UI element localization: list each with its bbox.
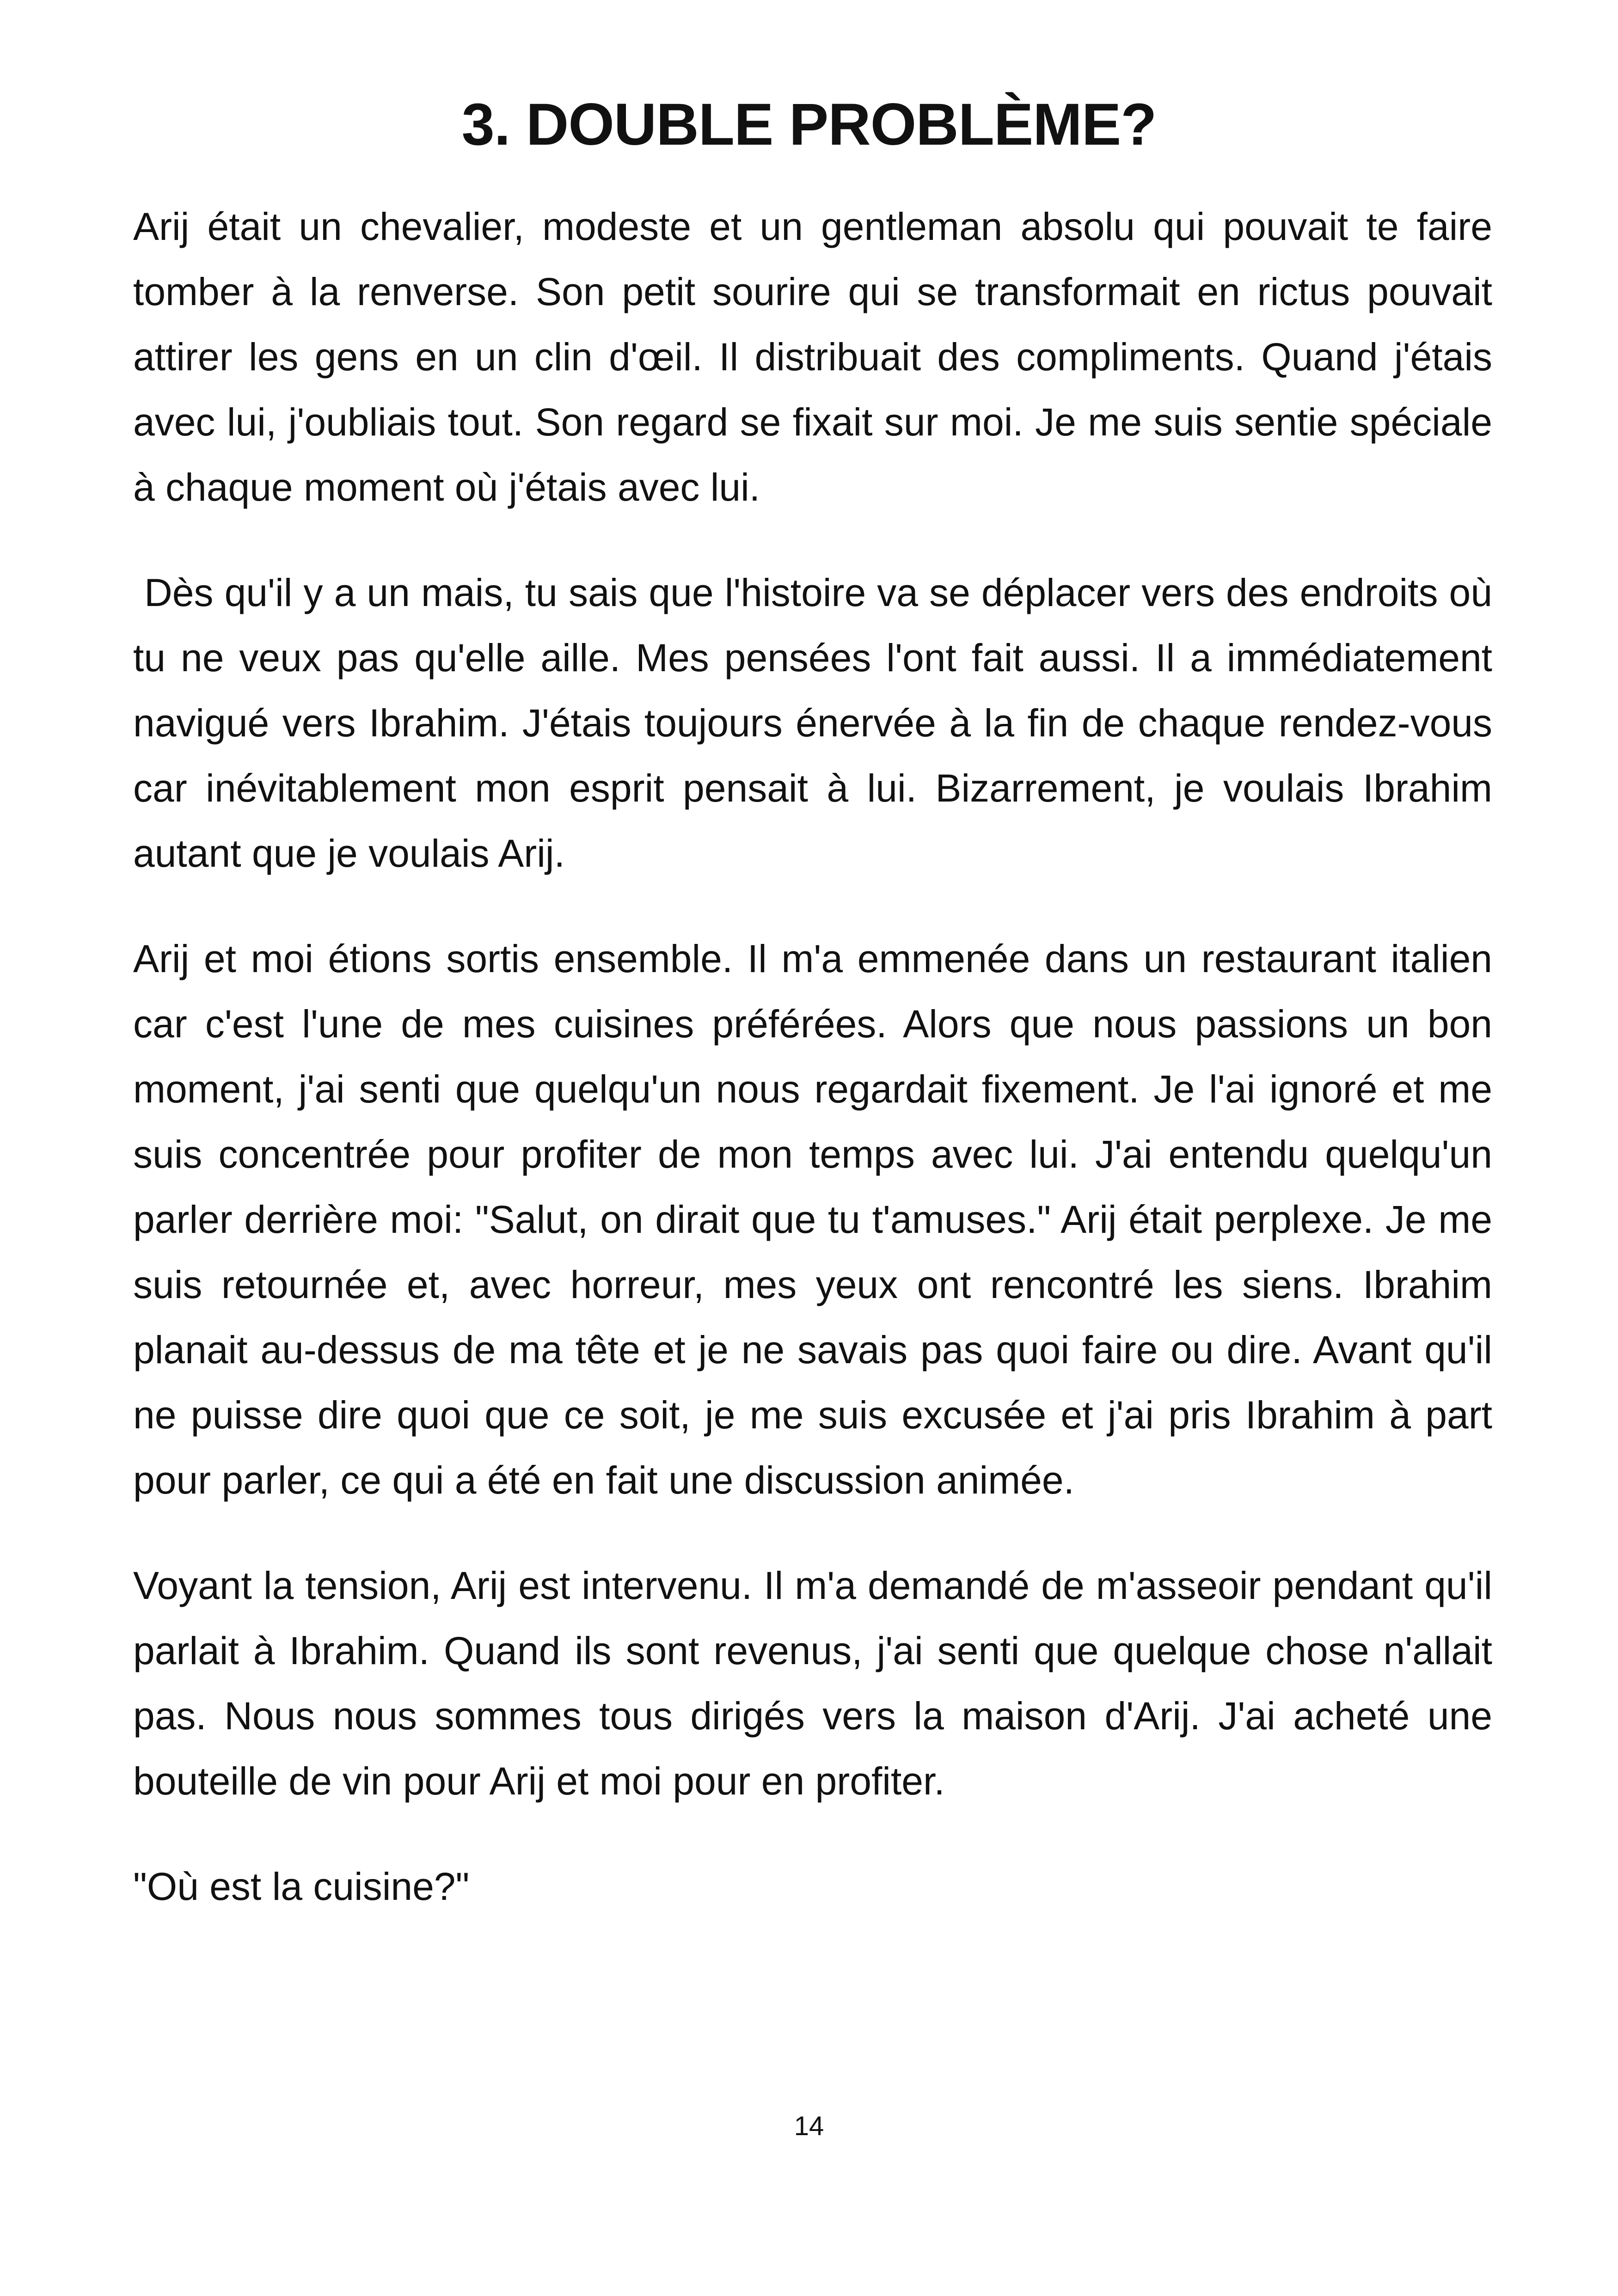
paragraph-4: Voyant la tension, Arij est intervenu. Il m'a demandé de m'asseoir pendant qu'il parlait à Ibrahim. Quand ils sont revenus, j'ai senti que quelque chose n'allait pas. Nous nous sommes tous dirigés vers la maison d'Arij. J'ai acheté une bouteille de vin pour Arij et moi pour en profiter. xyxy=(133,1564,1492,1803)
paragraph-3: Arij et moi étions sortis ensemble. Il m'a emmenée dans un restaurant italien car c'est l'une de mes cuisines préférées. Alors que nous passions un bon moment, j'ai senti que quelqu'un nous regardait fixement. Je l'ai ignoré et me suis concentrée pour profiter de mon temps avec lui. J'ai entendu quelqu'un parler derrière moi: "Salut, on dirait que tu t'amuses." Arij était perplexe. Je me suis retournée et, avec horreur, mes yeux ont rencontré les siens. Ibrahim planait au-dessus de ma tête et je ne savais pas quoi faire ou dire. Avant qu'il ne puisse dire quoi que ce soit, je me suis excusée et j'ai pris Ibrahim à part pour parler, ce qui a été en fait une discussion animée. xyxy=(133,937,1492,1502)
paragraph-2: Dès qu'il y a un mais, tu sais que l'histoire va se déplacer vers des endroits où tu ne veux pas qu'elle aille. Mes pensées l'ont fait aussi. Il a immédiatement navigué vers Ibrahim. J'étais toujours énervée à la fin de chaque rendez-vous car inévitablement mon esprit pensait à lui. Bizarrement, je voulais Ibrahim autant que je voulais Arij. xyxy=(133,571,1503,875)
paragraph-1: Arij était un chevalier, modeste et un gentleman absolu qui pouvait te faire tomber à la renverse. Son petit sourire qui se transformait en rictus pouvait attirer les gens en un clin d'œil. Il distribuait des compliments. Quand j'étais avec lui, j'oubliais tout. Son regard se fixait sur moi. Je me suis sentie spéciale à chaque moment où j'étais avec lui. xyxy=(133,205,1492,509)
paragraph-5: "Où est la cuisine?" xyxy=(133,1865,470,1908)
chapter-body xyxy=(133,194,1503,1919)
chapter-title: 3. DOUBLE PROBLÈME? xyxy=(461,92,1157,158)
page-number: 14 xyxy=(794,2111,824,2141)
